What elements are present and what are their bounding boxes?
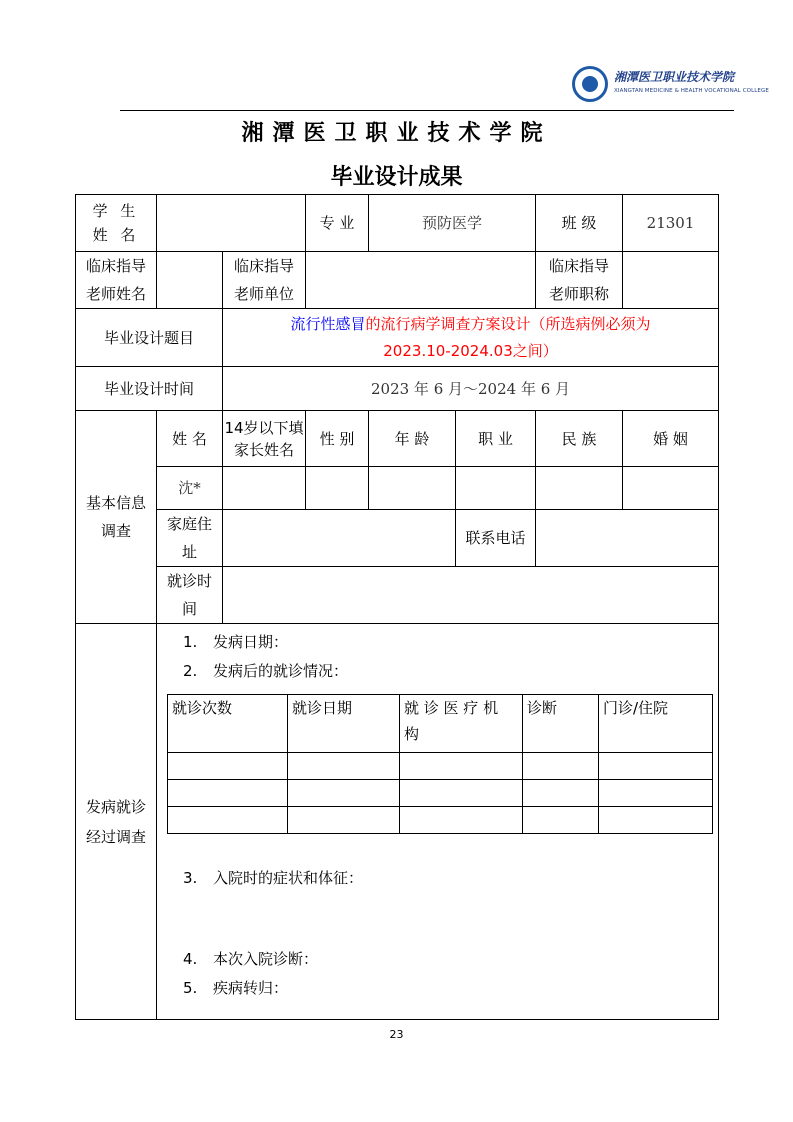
header-divider [120, 110, 734, 111]
sub-header: 就诊日期 [288, 695, 400, 753]
col-age: 年 龄 [369, 411, 456, 467]
ethnic-field[interactable] [536, 467, 623, 510]
major-label: 专 业 [306, 195, 369, 252]
address-field[interactable] [223, 510, 456, 567]
tutor-title-label: 临床指导 老师职称 [536, 252, 623, 309]
list-item: 3. 入院时的症状和体征： [183, 869, 364, 887]
list-item: 4. 本次入院诊断： [183, 950, 319, 968]
phone-label: 联系电话 [456, 510, 536, 567]
college-logo [572, 64, 769, 106]
time-label: 毕业设计时间 [76, 367, 223, 411]
col-guardian: 14岁以下填 家长姓名 [223, 411, 306, 467]
visit-history-table [167, 694, 713, 834]
topic-label: 毕业设计题目 [76, 309, 223, 367]
tutor-name-field[interactable] [157, 252, 223, 309]
col-gender: 性 别 [306, 411, 369, 467]
tutor-name-label: 临床指导 老师姓名 [76, 252, 157, 309]
marriage-field[interactable] [623, 467, 719, 510]
logo-name-en: XIANGTAN MEDICINE & HEALTH VOCATIONAL COLLEGE [614, 88, 769, 94]
page-number: 23 [389, 1028, 404, 1041]
table-row [168, 753, 713, 780]
school-seal-icon [572, 66, 608, 102]
basic-info-label: 基本信息 调查 [76, 411, 157, 624]
tutor-unit-label: 临床指导 老师单位 [223, 252, 306, 309]
address-label: 家庭住 址 [157, 510, 223, 567]
sub-header: 就诊次数 [168, 695, 288, 753]
age-field[interactable] [369, 467, 456, 510]
col-name: 姓 名 [157, 411, 223, 467]
class-field[interactable]: 21301 [623, 195, 719, 252]
tutor-unit-field[interactable] [306, 252, 536, 309]
class-label: 班 级 [536, 195, 623, 252]
page-title: 湘潭医卫职业技术学院 [241, 121, 552, 146]
list-item: 1. 发病日期： [183, 633, 289, 651]
visit-time-field[interactable] [223, 567, 719, 624]
exp-content[interactable] [157, 624, 719, 1020]
col-marriage: 婚 姻 [623, 411, 719, 467]
topic-disease: 流行性感冒 [290, 314, 366, 333]
list-item: 2. 发病后的就诊情况： [183, 662, 349, 680]
col-job: 职 业 [456, 411, 536, 467]
logo-name-cn: 湘潭医卫职业技术学院 [614, 70, 735, 84]
patient-name-field[interactable]: 沈* [157, 467, 223, 510]
sub-header: 诊断 [523, 695, 599, 753]
topic-field[interactable] [223, 309, 719, 367]
visit-time-label: 就诊时 间 [157, 567, 223, 624]
page-subtitle: 毕业设计成果 [330, 165, 463, 190]
col-ethnic: 民 族 [536, 411, 623, 467]
time-field[interactable]: 2023 年 6 月～2024 年 6 月 [223, 367, 719, 411]
gender-field[interactable] [306, 467, 369, 510]
job-field[interactable] [456, 467, 536, 510]
table-row [168, 780, 713, 807]
student-name-field[interactable] [157, 195, 306, 252]
topic-date-range: 2023.10-2024.03之间） [383, 341, 558, 360]
tutor-title-field[interactable] [623, 252, 719, 309]
table-row [168, 807, 713, 834]
list-item: 5. 疾病转归： [183, 979, 289, 997]
sub-header: 就 诊 医 疗 机 构 [400, 695, 523, 753]
phone-field[interactable] [536, 510, 719, 567]
graduation-form [75, 194, 719, 1020]
topic-text: 的流行病学调查方案设计（所选病例必须为 [365, 314, 651, 333]
exp-label: 发病就诊 经过调查 [76, 624, 157, 1020]
sub-header: 门诊/住院 [599, 695, 713, 753]
guardian-field[interactable] [223, 467, 306, 510]
major-field[interactable]: 预防医学 [369, 195, 536, 252]
student-name-label: 学 生 姓 名 [76, 195, 157, 252]
